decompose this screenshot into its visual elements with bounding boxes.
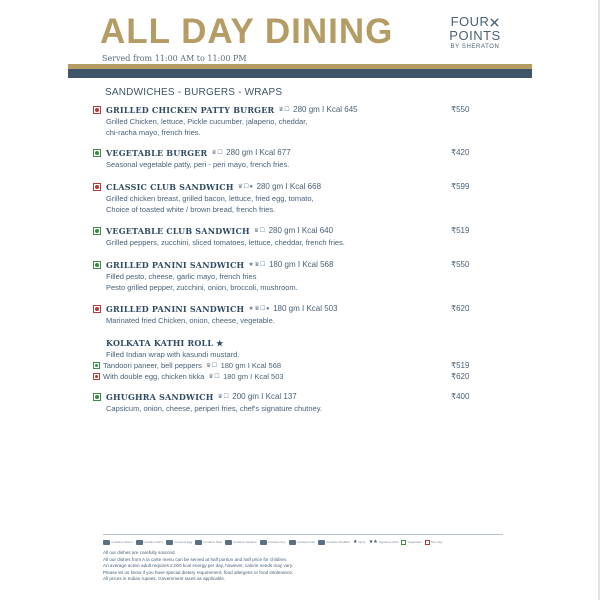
item-description: Seasonal vegetable patty, peri - peri mayo, french fries.: [106, 160, 290, 169]
veg-icon: [93, 149, 101, 157]
item-price: ₹620: [451, 304, 470, 313]
item-description: Filled Indian wrap with kasundi mustard.: [106, 350, 240, 359]
item-description: Grilled Chicken, lettuce, Pickle cucumber, jalapeno, cheddar, chi-racha mayo, french fries.: [106, 117, 308, 137]
veg-icon: [93, 261, 101, 269]
item-weight-kcal: 180 gm I Kcal 568: [268, 260, 334, 269]
note-line: An average active adult requires 2,000 kcal energy per day, however, calorie needs may vary.: [103, 563, 294, 568]
non-veg-icon: [93, 183, 101, 191]
item-description: Capsicum, onion, cheese, periperi fries, chef's signature chutney.: [106, 404, 322, 413]
item-variant: [93, 360, 478, 371]
item-name: CLASSIC CLUB SANDWICH: [106, 181, 234, 192]
menu-item: [93, 180, 478, 215]
veg-icon: [93, 227, 101, 235]
variant-text: Tandoori paneer, bell peppers: [103, 361, 202, 370]
allergen-icons: ★♛☐●: [248, 306, 271, 312]
item-name: KOLKATA KATHI ROLL ★: [106, 337, 224, 348]
egg-icon: [166, 540, 173, 545]
item-weight-kcal: 180 gm I Kcal 568: [220, 361, 282, 370]
item-price: ₹519: [451, 226, 470, 235]
item-weight-kcal: 180 gm I Kcal 503: [223, 372, 284, 381]
item-weight-kcal: 280 gm I Kcal 640: [268, 226, 334, 235]
logo-cross-icon: [490, 18, 499, 27]
item-price: ₹400: [451, 392, 470, 401]
item-price: ₹620: [451, 372, 470, 381]
dairy-icon: [136, 540, 143, 545]
soy-icon: [260, 540, 267, 545]
non-veg-icon: [425, 540, 430, 545]
item-price: ₹550: [451, 105, 470, 114]
note-line: All prices in Indian rupees, Government taxes as applicable.: [103, 576, 226, 581]
allergen-icons: ♛☐: [217, 394, 230, 400]
header-band-slate: [68, 69, 532, 78]
veg-icon: [93, 362, 100, 369]
variant-text: With double egg, chicken tikka: [103, 372, 205, 381]
menu-item: [93, 302, 478, 326]
item-name: VEGETABLE CLUB SANDWICH: [106, 225, 250, 236]
non-veg-icon: [93, 305, 101, 313]
item-name: GRILLED PANINI SANDWICH: [106, 259, 245, 270]
item-weight-kcal: 280 gm I Kcal 677: [226, 148, 291, 157]
item-weight-kcal: 200 gm I Kcal 137: [232, 392, 297, 401]
menu-item: [93, 146, 478, 170]
item-price: ₹519: [451, 361, 470, 370]
allergen-icons: ♛☐: [211, 150, 224, 156]
veg-icon: [93, 393, 101, 401]
logo-line-four: FOUR: [440, 15, 510, 29]
veg-icon: [401, 540, 406, 545]
item-description: Marinated fried Chicken, onion, cheese, vegetable.: [106, 316, 275, 325]
non-veg-icon: [93, 373, 100, 380]
serving-hours: Served from 11:00 AM to 11:00 PM: [102, 54, 247, 63]
item-price: ₹599: [451, 182, 470, 191]
allergen-icons: ♛☐: [253, 228, 266, 234]
four-points-logo: [440, 15, 510, 50]
allergen-icons: ♛☐: [205, 363, 218, 369]
item-name: GHUGHRA SANDWICH: [106, 391, 214, 402]
item-weight-kcal: 180 gm I Kcal 503: [273, 304, 338, 313]
menu-item: [93, 103, 478, 138]
gluten-icon: [103, 540, 110, 545]
sesame-icon: [225, 540, 232, 545]
logo-line-sheraton: BY SHERATON: [450, 44, 500, 50]
footer-notes: [103, 550, 293, 583]
item-name: GRILLED PANINI SANDWICH: [106, 303, 245, 314]
menu-item: [93, 258, 478, 293]
item-weight-kcal: 280 gm I Kcal 668: [256, 182, 322, 191]
logo-line-points: POINTS: [449, 28, 501, 43]
allergen-icons: ♛☐●: [237, 184, 254, 190]
shellfish-icon: [318, 540, 325, 545]
note-line: Please let us know if you have special dietary requirement, food allergens or food intolerance.: [103, 569, 294, 575]
item-description: Filled pesto, cheese, garlic mayo, french fries Pesto grilled pepper, zucchini, onion, broccoli, mushroom.: [106, 272, 298, 292]
signature-star-icon: ★★: [368, 539, 378, 545]
item-price: ₹420: [451, 148, 470, 157]
fish-icon: [289, 540, 296, 545]
item-description: Grilled chicken breast, grilled bacon, lettuce, fried egg, tomato, Choice of toasted white / brown bread, french fries.: [106, 194, 314, 214]
page-title: ALL DAY DINING: [100, 12, 394, 51]
item-name: VEGETABLE BURGER: [106, 147, 208, 158]
allergen-icons: ♛☐: [278, 107, 291, 113]
non-veg-icon: [93, 106, 101, 114]
item-price: ₹550: [451, 260, 470, 269]
menu-item: [93, 224, 478, 248]
spicy-star-icon: ★: [352, 539, 358, 545]
note-line: All our dishes are carefully sourced.: [103, 550, 176, 555]
menu-item-kathi-roll: [93, 336, 478, 382]
item-description: Grilled peppers, zucchini, sliced tomatoes, lettuce, cheddar, french fries.: [106, 238, 345, 247]
menu-item: [93, 390, 478, 414]
allergen-icons: ♛☐: [208, 374, 221, 380]
note-line: All our dishes from A la carte menu can be served at half portion and half price for children.: [103, 556, 288, 562]
nuts-icon: [195, 540, 202, 545]
allergen-legend: Contains Gluten Contains Dairy Contains Egg Contains Nuts Contains Sesame Contains Soy Contains Fish Contains Shellfish ★ Spicy ★★ Signature Dish Vegetarian Non Veg: [103, 534, 503, 549]
item-variant: [93, 371, 478, 382]
item-name: GRILLED CHICKEN PATTY BURGER: [106, 104, 275, 115]
section-title: SANDWICHES - BURGERS - WRAPS: [105, 87, 283, 98]
item-weight-kcal: 280 gm I Kcal 645: [293, 105, 358, 114]
allergen-icons: ★♛☐: [248, 262, 266, 268]
